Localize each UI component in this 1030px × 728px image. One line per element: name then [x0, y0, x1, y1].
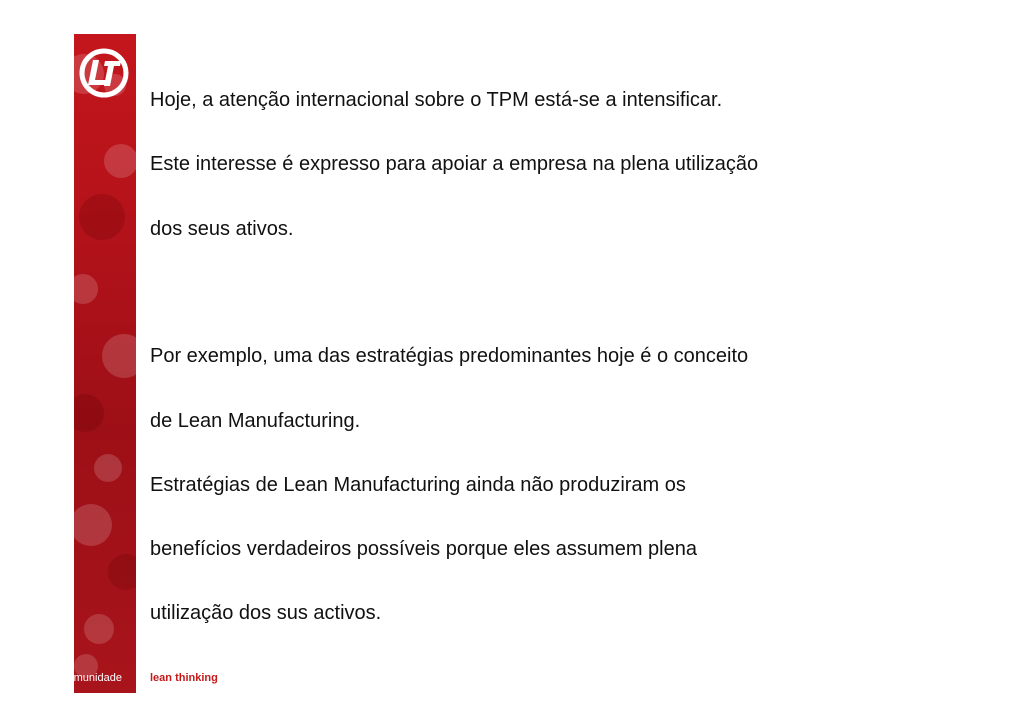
- lt-logo-icon: [79, 48, 129, 98]
- paragraph-line-2: Este interesse é expresso para apoiar a empresa na plena utilização: [150, 153, 759, 175]
- paragraph-line-8: utilização dos sus activos.: [150, 602, 382, 624]
- footer-community-text: comunidade: [62, 672, 122, 684]
- footer-lean-thinking: lean thinking: [150, 672, 218, 684]
- paragraph-line-3: dos seus ativos.: [150, 218, 294, 240]
- paragraph-line-6: Estratégias de Lean Manufacturing ainda não produziram os: [150, 474, 686, 496]
- paragraph-line-4: Por exemplo, uma das estratégias predominantes hoje é o conceito: [150, 345, 749, 367]
- red-side-band: [74, 34, 136, 693]
- paragraph-line-7: benefícios verdadeiros possíveis porque eles assumem plena: [150, 538, 697, 560]
- paragraph-line-5: de Lean Manufacturing.: [150, 410, 361, 432]
- paragraph-line-1: Hoje, a atenção internacional sobre o TPM está-se a intensificar.: [150, 89, 723, 111]
